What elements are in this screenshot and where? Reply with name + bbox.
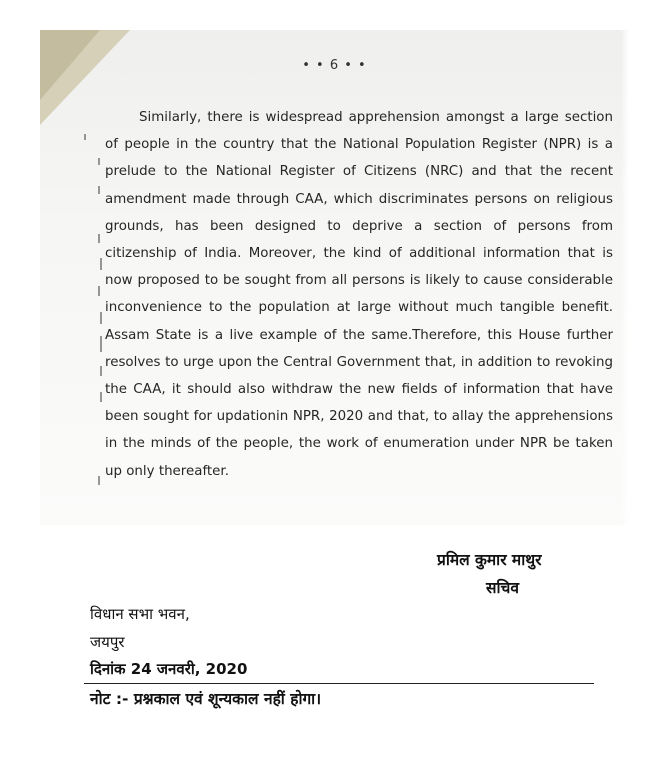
address-line-2: जयपुर <box>90 633 125 651</box>
scan-speck <box>98 158 100 165</box>
scan-speck <box>100 366 102 376</box>
address-line-1: विधान सभा भवन, <box>90 605 190 623</box>
scanned-page <box>40 30 629 525</box>
scan-speck <box>100 392 102 402</box>
resolution-paragraph: Similarly, there is widespread apprehension amongst a large section of people in the country that the National Population Register (NPR) is a prelude to the National Register of Citizens (NRC) and that the recent amendment made through CAA, which discriminates persons on religious grounds, has been designed to deprive a section of persons from citizenship of India. Moreover, the kind of additional information that is now proposed to be sought from all persons is likely to cause considerable inconvenience to the population at large without much tangible benefit. Assam State is a live example of the same.Therefore, this House further resolves to urge upon the Central Government that, in addition to revoking the CAA, it should also withdraw the new fields of information that have been sought for updationin NPR, 2020 and that, to allay the apprehensions in the minds of the people, the work of enumeration under NPR be taken up only thereafter. <box>105 110 613 479</box>
scan-speck <box>98 476 100 485</box>
signatory-name: प्रमिल कुमार माथुर <box>437 551 542 569</box>
scan-speck <box>100 312 102 324</box>
signatory-designation: सचिव <box>486 579 519 597</box>
scan-edge <box>621 30 629 525</box>
divider-line <box>84 683 594 684</box>
scan-speck <box>84 134 86 140</box>
note-line: नोट :- प्रश्नकाल एवं शून्यकाल नहीं होगा। <box>90 690 322 708</box>
page-number: • • 6 • • <box>302 58 367 73</box>
scan-speck <box>98 286 100 296</box>
scan-speck <box>100 258 102 270</box>
scan-speck <box>98 234 100 243</box>
date-line: दिनांक 24 जनवरी, 2020 <box>90 660 248 678</box>
scan-speck <box>100 336 102 352</box>
scan-speck <box>98 186 100 194</box>
